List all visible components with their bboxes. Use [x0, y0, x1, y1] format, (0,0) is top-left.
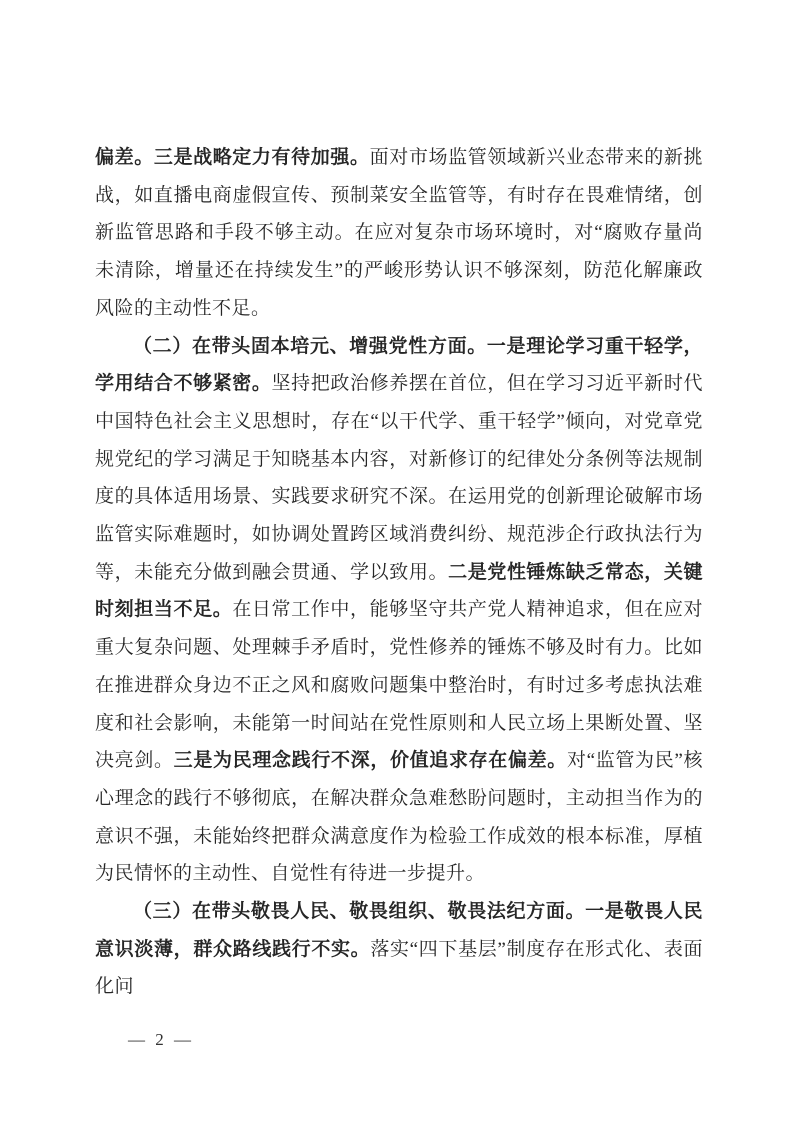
emphasis-text-run: 三是为民理念践行不深，价值追求存在偏差。 — [173, 750, 567, 772]
body-text-run: 对“监管为民”核心理念的践行不够彻底，在解决群众急难愁盼问题时，主动担当作为的意识不强，未能始终把群众满意度作为检验工作成效的根本标准，厚植为民情怀的主动性、自觉性有待进一步提升。 — [95, 750, 703, 885]
emphasis-text-run: （二）在带头固本培元、增强党性方面。一是理论学习重干轻学，学用结合不够紧密。 — [95, 335, 703, 395]
paragraph-3 — [95, 893, 703, 1006]
body-text-run: 坚持把政治修养摆在首位，但在学习习近平新时代中国特色社会主义思想时，存在“以干代学、重干轻学”倾向，对党章党规党纪的学习满足于知晓基本内容，对新修订的纪律处分条例等法规制度的具体适用场景、实践要求研究不深。在运用党的创新理论破解市场监管实际难题时，如协调处置跨区域消费纠纷、规范涉企行政执法行为等，未能充分做到融会贯通、学以致用。 — [95, 373, 703, 583]
body-text-run: 在日常工作中，能够坚守共产党人精神追求，但在应对重大复杂问题、处理棘手矛盾时，党性修养的锤炼不够及时有力。比如在推进群众身边不正之风和腐败问题集中整治时，有时过多考虑执法难度和社会影响，未能第一时间站在党性原则和人民立场上果断处置、坚决亮剑。 — [95, 599, 703, 772]
body-text-run: 面对市场监管领域新兴业态带来的新挑战，如直播电商虚假宣传、预制菜安全监管等，有时存在畏难情绪，创新监管思路和手段不够主动。在应对复杂市场环境时，对“腐败存量尚未清除，增量还在持续发生”的严峻形势认识不够深刻，防范化解廉政风险的主动性不足。 — [95, 147, 703, 319]
emphasis-text-run: （三）在带头敬畏人民、敬畏组织、敬畏法纪方面。一是敬畏人民意识淡薄，群众路线践行不实。 — [95, 901, 703, 960]
document-body — [95, 139, 703, 1006]
body-text-run: 落实“四下基层”制度存在形式化、表面化问 — [95, 938, 703, 998]
emphasis-text-run: 二是党性锤炼缺乏常态，关键时刻担当不足。 — [95, 561, 703, 621]
paragraph-1 — [95, 139, 703, 328]
paragraph-2 — [95, 328, 703, 894]
emphasis-text-run: 偏差。三是战略定力有待加强。 — [95, 147, 370, 168]
page-number: — 2 — — [128, 1030, 194, 1049]
